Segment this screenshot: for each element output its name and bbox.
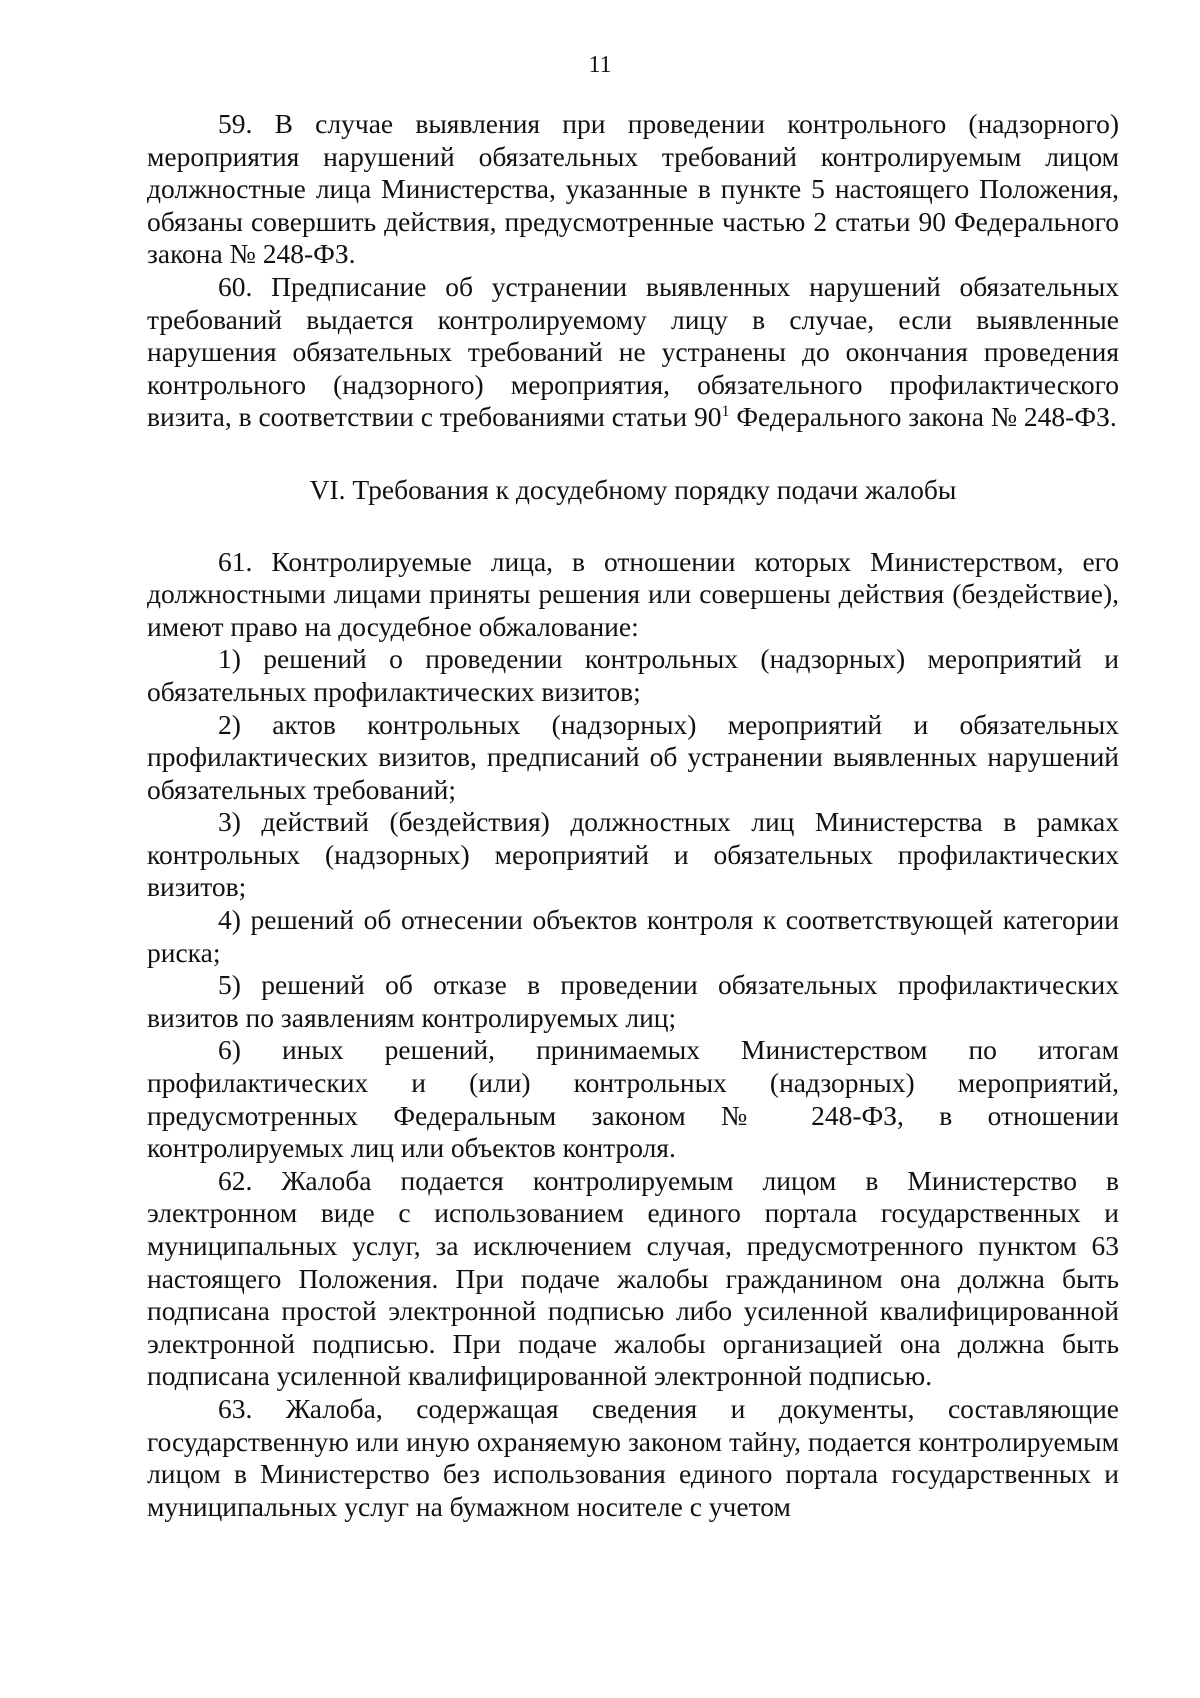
paragraph-60-text-end: Федерального закона № 248-ФЗ. (729, 401, 1117, 433)
list-item-1: 1) решений о проведении контрольных (надзорных) мероприятий и обязательных профилактических визитов; (147, 643, 1119, 707)
list-item-3: 3) действий (бездействия) должностных лиц Министерства в рамках контрольных (надзорных) мероприятий и обязательных профилактических визитов; (147, 806, 1119, 903)
paragraph-63: 63. Жалоба, содержащая сведения и документы, составляющие государственную или иную охраняемую законом тайну, подается контролируемым лицом в Министерство без использования единого портала государственных и муниципальных услуг на бумажном носителе с учетом (147, 1392, 1119, 1522)
paragraph-59: 59. В случае выявления при проведении контрольного (надзорного) мероприятия нарушений обязательных требований контролируемым лицом должностные лица Министерства, указанные в пункте 5 настоящего Положения, обязаны совершить действия, предусмотренные частью 2 статьи 90 Федерального закона № 248-ФЗ. (147, 108, 1119, 270)
page-number: 11 (588, 52, 612, 78)
paragraph-62: 62. Жалоба подается контролируемым лицом в Министерство в электронном виде с использованием единого портала государственных и муниципальных услуг, за исключением случая, предусмотренного пунктом 63 настоящего Положения. При подаче жалобы гражданином она должна быть подписана простой электронной подписью либо усиленной квалифицированной электронной подписью. При подаче жалобы организацией она должна быть подписана усиленной квалифицированной электронной подписью. (147, 1164, 1119, 1392)
list-item-4: 4) решений об отнесении объектов контроля к соответствующей категории риска; (147, 904, 1119, 968)
paragraph-60-superscript: 1 (721, 403, 730, 421)
paragraph-60 (147, 271, 1119, 434)
paragraph-60-text: 60. Предписание об устранении выявленных нарушений обязательных требований выдается контролируемому лицу в случае, если выявленные нарушения обязательных требований не устранены до окончания проведения контрольного (надзорного) мероприятия, обязательного профилактического визита, в соответствии с требованиями статьи 90 (147, 270, 1119, 433)
page-content (147, 108, 1119, 1523)
paragraph-61: 61. Контролируемые лица, в отношении которых Министерством, его должностными лицами приняты решения или совершены действия (бездействие), имеют право на досудебное обжалование: (147, 545, 1119, 642)
list-item-6: 6) иных решений, принимаемых Министерством по итогам профилактических и (или) контрольных (надзорных) мероприятий, предусмотренных Федеральным законом № 248-ФЗ, в отношении контролируемых лиц или объектов контроля. (147, 1034, 1119, 1164)
section-heading: VI. Требования к досудебному порядку подачи жалобы (309, 473, 957, 505)
list-item-5: 5) решений об отказе в проведении обязательных профилактических визитов по заявлениям контролируемых лиц; (147, 969, 1119, 1033)
list-item-2: 2) актов контрольных (надзорных) мероприятий и обязательных профилактических визитов, предписаний об устранении выявленных нарушений обязательных требований; (147, 708, 1119, 805)
